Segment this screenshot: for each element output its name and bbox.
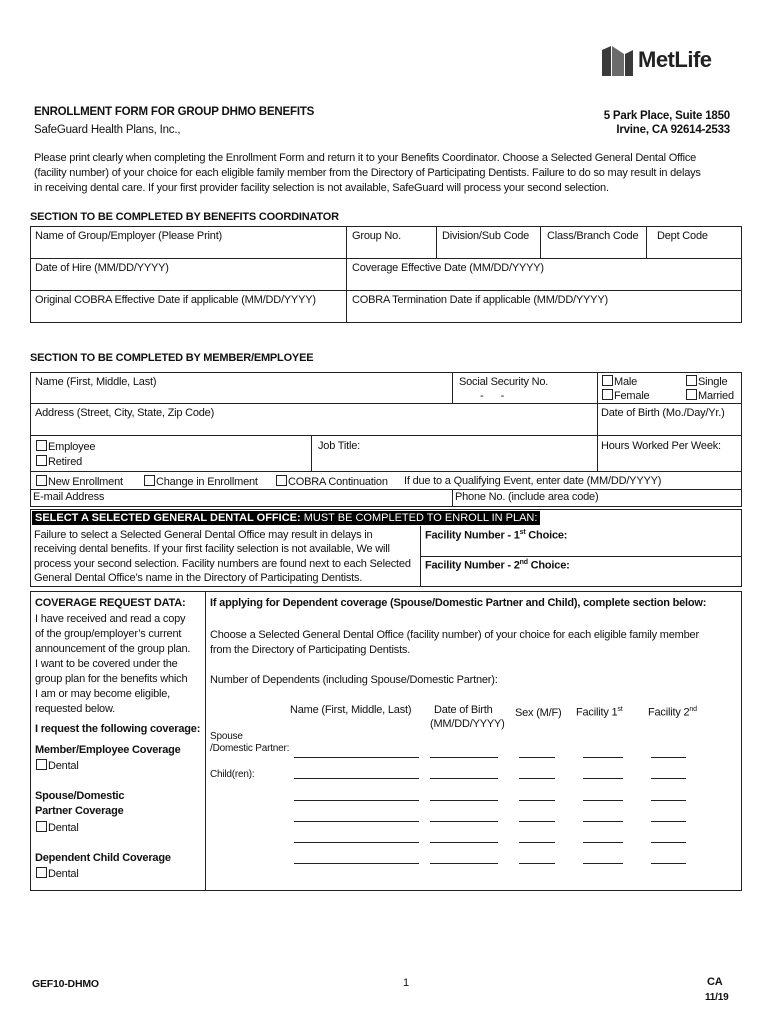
spouse-label-1: Spouse — [210, 731, 243, 742]
metlife-logo — [602, 44, 732, 78]
child-1-fac1-line[interactable] — [583, 778, 623, 779]
child-4-sex-line[interactable] — [519, 842, 555, 843]
coverage-text-7: requested below. — [35, 703, 115, 715]
intro-line-2: (facility number) of your choice for each eligible family member from the Directory of Participating Dentists. Failure to do so may result in delays — [34, 167, 701, 179]
child-2-dob-line[interactable] — [430, 800, 498, 801]
spouse-coverage-label-2: Partner Coverage — [35, 805, 124, 817]
class-branch-field[interactable]: Class/Branch Code — [547, 230, 639, 242]
coverage-text-6: I am or may become eligible, — [35, 688, 171, 700]
married-checkbox[interactable]: Married — [686, 389, 734, 402]
child-3-fac1-line[interactable] — [583, 821, 623, 822]
child-5-fac1-line[interactable] — [583, 863, 623, 864]
coverage-text-3: announcement of the group plan. — [35, 643, 191, 655]
col-fac2-header: Facility 2nd — [648, 706, 697, 719]
dependents-choose-2: from the Directory of Participating Dentists. — [210, 644, 411, 656]
child-2-fac2-line[interactable] — [651, 800, 686, 801]
spouse-name-line[interactable] — [294, 757, 419, 758]
col-name-header: Name (First, Middle, Last) — [290, 704, 412, 716]
dob-field[interactable]: Date of Birth (Mo./Day/Yr.) — [601, 407, 725, 419]
metlife-logo-icon — [602, 46, 634, 76]
coverage-heading: COVERAGE REQUEST DATA: — [35, 597, 186, 609]
child-4-fac2-line[interactable] — [651, 842, 686, 843]
first-choice-field[interactable]: Facility Number - 1st Choice: — [425, 529, 568, 542]
email-field[interactable]: E-mail Address — [33, 491, 105, 503]
child-4-name-line[interactable] — [294, 842, 419, 843]
job-title-field[interactable]: Job Title: — [318, 440, 361, 452]
child-1-dob-line[interactable] — [430, 778, 498, 779]
coverage-date-field[interactable]: Coverage Effective Date (MM/DD/YYYY) — [352, 262, 544, 274]
footer-state: CA — [707, 976, 723, 988]
member-dental-checkbox[interactable]: Dental — [36, 759, 79, 772]
footer-page-number: 1 — [403, 977, 409, 989]
intro-line-3: in receiving dental care. If your first provider facility selection is not available, SafeGuard will process your second selection. — [34, 182, 609, 194]
dependents-number-field[interactable]: Number of Dependents (including Spouse/Domestic Partner): — [210, 674, 498, 686]
child-3-name-line[interactable] — [294, 821, 419, 822]
child-5-fac2-line[interactable] — [651, 863, 686, 864]
second-choice-field[interactable]: Facility Number - 2nd Choice: — [425, 559, 570, 572]
ssn-dashes: - - — [480, 390, 505, 402]
col-dob-header-2: (MM/DD/YYYY) — [430, 718, 505, 730]
dental-office-text-4: General Dental Office’s name in the Directory of Participating Dentists. — [34, 572, 363, 584]
child-2-name-line[interactable] — [294, 800, 419, 801]
request-coverage-label: I request the following coverage: — [35, 723, 201, 735]
child-2-sex-line[interactable] — [519, 800, 555, 801]
employee-checkbox[interactable]: Employee — [36, 440, 95, 453]
col-sex-header: Sex (M/F) — [515, 707, 562, 719]
child-1-fac2-line[interactable] — [651, 778, 686, 779]
coverage-text-1: I have received and read a copy — [35, 613, 186, 625]
spouse-fac2-line[interactable] — [651, 757, 686, 758]
new-enrollment-checkbox[interactable]: New Enrollment — [36, 475, 123, 488]
cobra-continuation-checkbox[interactable]: COBRA Continuation — [276, 475, 388, 488]
dental-office-text-3: process your second selection. Facility numbers are found next to each Selected — [34, 558, 411, 570]
child-1-name-line[interactable] — [294, 778, 419, 779]
company-name: SafeGuard Health Plans, Inc., — [34, 124, 181, 136]
child-coverage-label: Dependent Child Coverage — [35, 852, 171, 864]
dental-office-bar: SELECT A SELECTED GENERAL DENTAL OFFICE: MUST BE COMPLETED TO ENROLL IN PLAN: — [32, 511, 540, 525]
child-4-fac1-line[interactable] — [583, 842, 623, 843]
hire-date-field[interactable]: Date of Hire (MM/DD/YYYY) — [35, 262, 169, 274]
single-checkbox[interactable]: Single — [686, 375, 727, 388]
spouse-sex-line[interactable] — [519, 757, 555, 758]
child-1-sex-line[interactable] — [519, 778, 555, 779]
metlife-logo-text: MetLife — [638, 47, 712, 72]
coverage-text-5: group plan for the benefits which — [35, 673, 188, 685]
child-3-fac2-line[interactable] — [651, 821, 686, 822]
division-field[interactable]: Division/Sub Code — [442, 230, 530, 242]
coordinator-heading: SECTION TO BE COMPLETED BY BENEFITS COORDINATOR — [30, 211, 339, 223]
child-dental-checkbox[interactable]: Dental — [36, 867, 79, 880]
footer-form-code: GEF10-DHMO — [32, 978, 99, 990]
child-3-dob-line[interactable] — [430, 821, 498, 822]
child-3-sex-line[interactable] — [519, 821, 555, 822]
hours-field[interactable]: Hours Worked Per Week: — [601, 440, 721, 452]
child-2-fac1-line[interactable] — [583, 800, 623, 801]
intro-line-1: Please print clearly when completing the Enrollment Form and return it to your Benefits Coordinator. Choose a Selected General Dental Office — [34, 152, 697, 164]
child-5-name-line[interactable] — [294, 863, 419, 864]
spouse-coverage-label-1: Spouse/Domestic — [35, 790, 125, 802]
female-checkbox[interactable]: Female — [602, 389, 649, 402]
retired-checkbox[interactable]: Retired — [36, 455, 82, 468]
address-line-2: Irvine, CA 92614-2533 — [616, 124, 730, 136]
child-5-dob-line[interactable] — [430, 863, 498, 864]
group-no-field[interactable]: Group No. — [352, 230, 401, 242]
spouse-dental-checkbox[interactable]: Dental — [36, 821, 79, 834]
member-coverage-label: Member/Employee Coverage — [35, 744, 181, 756]
dept-code-field[interactable]: Dept Code — [657, 230, 708, 242]
qualifying-event-field[interactable]: If due to a Qualifying Event, enter date (MM/DD/YYYY) — [404, 475, 662, 487]
spouse-dob-line[interactable] — [430, 757, 498, 758]
form-title: ENROLLMENT FORM FOR GROUP DHMO BENEFITS — [34, 106, 315, 118]
member-name-field[interactable]: Name (First, Middle, Last) — [35, 376, 157, 388]
dental-office-text-1: Failure to select a Selected General Dental Office may result in delays in — [34, 529, 373, 541]
group-name-field[interactable]: Name of Group/Employer (Please Print) — [35, 230, 223, 242]
footer-date: 11/19 — [705, 992, 729, 1003]
spouse-fac1-line[interactable] — [583, 757, 623, 758]
change-enrollment-checkbox[interactable]: Change in Enrollment — [144, 475, 258, 488]
member-heading: SECTION TO BE COMPLETED BY MEMBER/EMPLOYEE — [30, 352, 314, 364]
phone-field[interactable]: Phone No. (include area code) — [455, 491, 599, 503]
address-field[interactable]: Address (Street, City, State, Zip Code) — [35, 407, 215, 419]
male-checkbox[interactable]: Male — [602, 375, 637, 388]
dental-office-text-2: receiving dental benefits. If your first facility selection is not available, We will — [34, 543, 390, 555]
spouse-label-2: /Domestic Partner: — [210, 743, 290, 754]
cobra-effective-field[interactable]: Original COBRA Effective Date if applicable (MM/DD/YYYY) — [35, 294, 316, 306]
col-dob-header-1: Date of Birth — [434, 704, 493, 716]
dependents-heading: If applying for Dependent coverage (Spouse/Domestic Partner and Child), complete section below: — [210, 597, 707, 609]
coverage-text-4: I want to be covered under the — [35, 658, 178, 670]
col-fac1-header: Facility 1st — [576, 706, 623, 719]
child-5-sex-line[interactable] — [519, 863, 555, 864]
cobra-termination-field[interactable]: COBRA Termination Date if applicable (MM/DD/YYYY) — [352, 294, 608, 306]
children-label: Child(ren): — [210, 769, 255, 780]
coverage-text-2: of the group/employer’s current — [35, 628, 182, 640]
ssn-field[interactable]: Social Security No. — [459, 376, 549, 388]
address-line-1: 5 Park Place, Suite 1850 — [603, 110, 730, 122]
dependents-choose-1: Choose a Selected General Dental Office (facility number) of your choice for each eligible family member — [210, 629, 699, 641]
child-4-dob-line[interactable] — [430, 842, 498, 843]
